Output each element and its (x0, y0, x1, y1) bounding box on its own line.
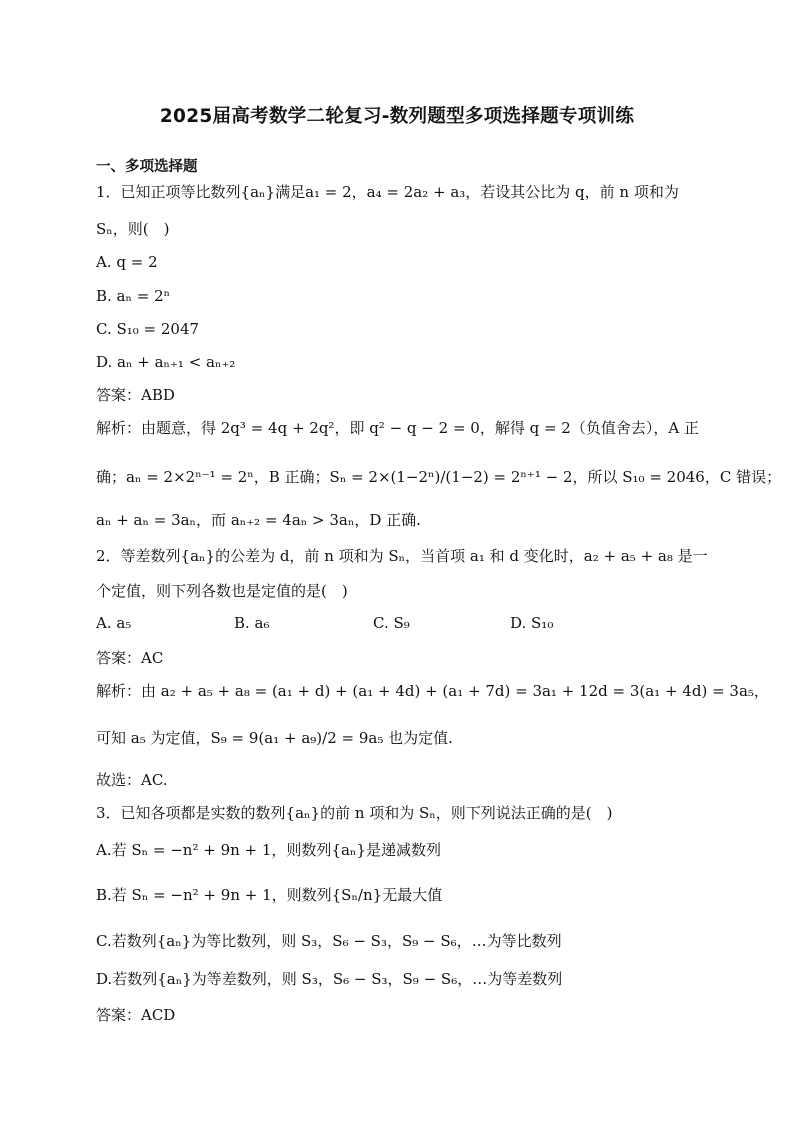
q2-options-row (96, 614, 716, 636)
q2-option-a: A. a₅ (96, 614, 132, 632)
q1-option-d: D. aₙ + aₙ₊₁ < aₙ₊₂ (96, 353, 236, 371)
q1-option-b: B. aₙ = 2ⁿ (96, 287, 171, 305)
q1-answer: 答案：ABD (96, 386, 175, 404)
q3-option-c: C.若数列{aₙ}为等比数列，则 S₃，S₆ − S₃，S₉ − S₆，…为等比数列 (96, 932, 562, 950)
q2-stem-line2: 个定值，则下列各数也是定值的是( ) (96, 582, 348, 600)
q1-option-a: A. q = 2 (96, 253, 158, 271)
q3-option-a: A.若 Sₙ = −n² + 9n + 1，则数列{aₙ}是递减数列 (96, 841, 441, 859)
section-heading: 一、多项选择题 (96, 159, 198, 175)
q2-analysis-line2: 可知 a₅ 为定值，S₉ = 9(a₁ + a₉)/2 = 9a₅ 也为定值. (96, 729, 453, 747)
q1-analysis-line1: 解析：由题意，得 2q³ = 4q + 2q²，即 q² − q − 2 = 0，解得 q = 2（负值舍去），A 正 (96, 419, 699, 437)
q3-answer: 答案：ACD (96, 1006, 176, 1024)
q1-analysis-line3: aₙ + aₙ = 3aₙ，而 aₙ₊₂ = 4aₙ > 3aₙ，D 正确. (96, 511, 421, 529)
q1-option-c: C. S₁₀ = 2047 (96, 320, 200, 338)
q2-option-c: C. S₉ (373, 614, 410, 632)
q1-stem-line2: Sₙ，则( ) (96, 220, 170, 238)
q3-option-d: D.若数列{aₙ}为等差数列，则 S₃，S₆ − S₃，S₉ − S₆，…为等差数列 (96, 970, 563, 988)
q2-stem-line1: 2．等差数列{aₙ}的公差为 d，前 n 项和为 Sₙ，当首项 a₁ 和 d 变化时，a₂ + a₅ + a₈ 是一 (96, 547, 708, 565)
q2-answer: 答案：AC (96, 649, 164, 667)
q3-option-b: B.若 Sₙ = −n² + 9n + 1，则数列{Sₙ/n}无最大值 (96, 886, 443, 904)
q1-analysis-line2: 确；aₙ = 2×2ⁿ⁻¹ = 2ⁿ，B 正确；Sₙ = 2×(1−2ⁿ)/(1−2) = 2ⁿ⁺¹ − 2，所以 S₁₀ = 2046，C 错误； (96, 468, 782, 486)
q3-stem: 3．已知各项都是实数的数列{aₙ}的前 n 项和为 Sₙ，则下列说法正确的是( ) (96, 804, 613, 822)
q2-conclusion: 故选：AC. (96, 771, 168, 789)
q2-option-b: B. a₆ (234, 614, 270, 632)
q2-option-d: D. S₁₀ (510, 614, 554, 632)
page-title: 2025届高考数学二轮复习-数列题型多项选择题专项训练 (159, 106, 635, 127)
q2-analysis-line1: 解析：由 a₂ + a₅ + a₈ = (a₁ + d) + (a₁ + 4d) + (a₁ + 7d) = 3a₁ + 12d = 3(a₁ + 4d) = 3a₅， (96, 682, 769, 700)
q1-stem-line1: 1．已知正项等比数列{aₙ}满足a₁ = 2，a₄ = 2a₂ + a₃，若设其公比为 q，前 n 项和为 (96, 183, 679, 201)
